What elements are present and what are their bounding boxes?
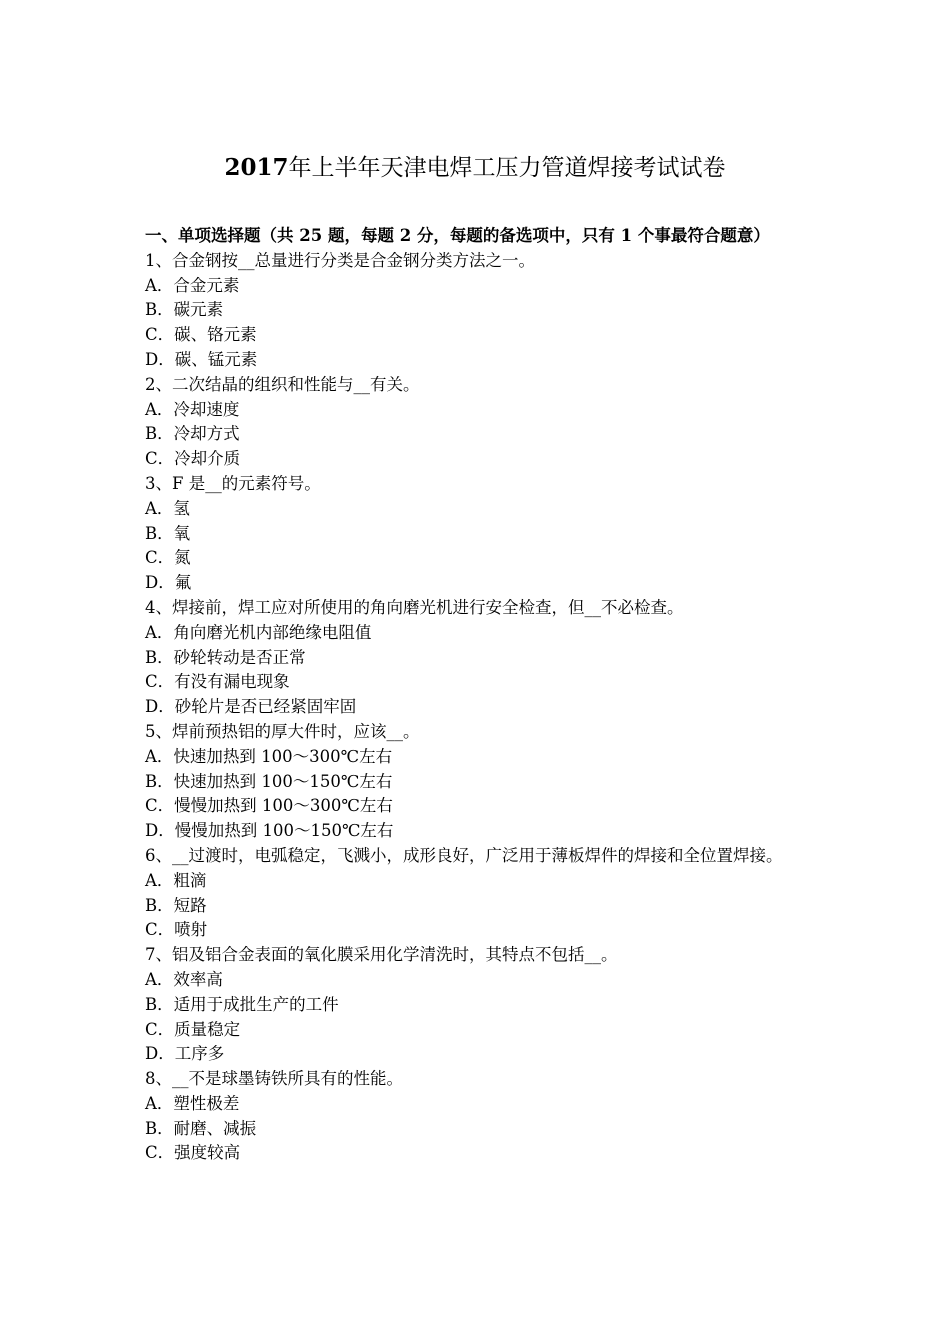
question-option: B．快速加热到 100～150℃左右 bbox=[145, 771, 393, 791]
question-2 bbox=[145, 373, 810, 472]
question-option: A．粗滴 bbox=[145, 870, 207, 890]
question-8 bbox=[145, 1067, 810, 1166]
question-option: B．短路 bbox=[145, 895, 207, 915]
question-option: C．冷却介质 bbox=[145, 449, 241, 469]
question-option: B．碳元素 bbox=[145, 300, 224, 320]
question-option: D．慢慢加热到 100～150℃左右 bbox=[145, 821, 394, 841]
question-4 bbox=[145, 596, 810, 720]
question-option: D．砂轮片是否已经紧固牢固 bbox=[145, 697, 357, 717]
question-option: C．慢慢加热到 100～300℃左右 bbox=[145, 796, 393, 816]
question-option: C．喷射 bbox=[145, 920, 208, 940]
question-option: C．氮 bbox=[145, 548, 191, 568]
section-heading: 一、单项选择题（共 25 题，每题 2 分，每题的备选项中，只有 1 个事最符合题意） bbox=[145, 226, 770, 245]
question-option: D．碳、锰元素 bbox=[145, 349, 258, 369]
question-option: A．合金元素 bbox=[145, 275, 240, 295]
question-option: C．质量稳定 bbox=[145, 1019, 241, 1039]
question-option: B．砂轮转动是否正常 bbox=[145, 647, 306, 667]
question-stem: 1、合金钢按__总量进行分类是合金钢分类方法之一。 bbox=[145, 250, 535, 270]
question-option: C．强度较高 bbox=[145, 1143, 241, 1163]
question-option: A．冷却速度 bbox=[145, 399, 240, 419]
question-option: D．氟 bbox=[145, 573, 192, 593]
document-body bbox=[145, 224, 810, 1166]
question-option: C．有没有漏电现象 bbox=[145, 672, 290, 692]
question-stem: 2、二次结晶的组织和性能与__有关。 bbox=[145, 374, 420, 394]
question-option: A．快速加热到 100～300℃左右 bbox=[145, 746, 393, 766]
question-stem: 4、焊接前，焊工应对所使用的角向磨光机进行安全检查，但__不必检查。 bbox=[145, 597, 684, 617]
question-option: A．角向磨光机内部绝缘电阻值 bbox=[145, 622, 372, 642]
question-option: A．效率高 bbox=[145, 969, 223, 989]
question-option: B．氧 bbox=[145, 523, 191, 543]
question-6 bbox=[145, 844, 810, 943]
question-stem: 7、铝及铝合金表面的氧化膜采用化学清洗时，其特点不包括__。 bbox=[145, 945, 618, 965]
question-option: B．耐磨、减振 bbox=[145, 1118, 257, 1138]
question-option: C．碳、铬元素 bbox=[145, 325, 257, 345]
question-7 bbox=[145, 943, 810, 1067]
question-1 bbox=[145, 249, 810, 373]
question-3 bbox=[145, 472, 810, 596]
title-text: 年上半年天津电焊工压力管道焊接考试试卷 bbox=[288, 155, 726, 181]
question-option: B．冷却方式 bbox=[145, 424, 240, 444]
question-option: A．氢 bbox=[145, 498, 190, 518]
question-stem: 5、焊前预热铝的厚大件时，应该__。 bbox=[145, 721, 420, 741]
question-stem: 8、__不是球墨铸铁所具有的性能。 bbox=[145, 1069, 403, 1089]
question-stem: 6、__过渡时，电弧稳定，飞溅小，成形良好，广泛用于薄板焊件的焊接和全位置焊接。 bbox=[145, 845, 783, 865]
question-option: D．工序多 bbox=[145, 1044, 225, 1064]
question-option: B．适用于成批生产的工件 bbox=[145, 994, 339, 1014]
question-option: A．塑性极差 bbox=[145, 1093, 240, 1113]
question-5 bbox=[145, 720, 810, 844]
title-year: 2017 bbox=[224, 154, 289, 181]
document-title bbox=[0, 152, 950, 184]
question-stem: 3、F 是__的元素符号。 bbox=[145, 473, 321, 493]
